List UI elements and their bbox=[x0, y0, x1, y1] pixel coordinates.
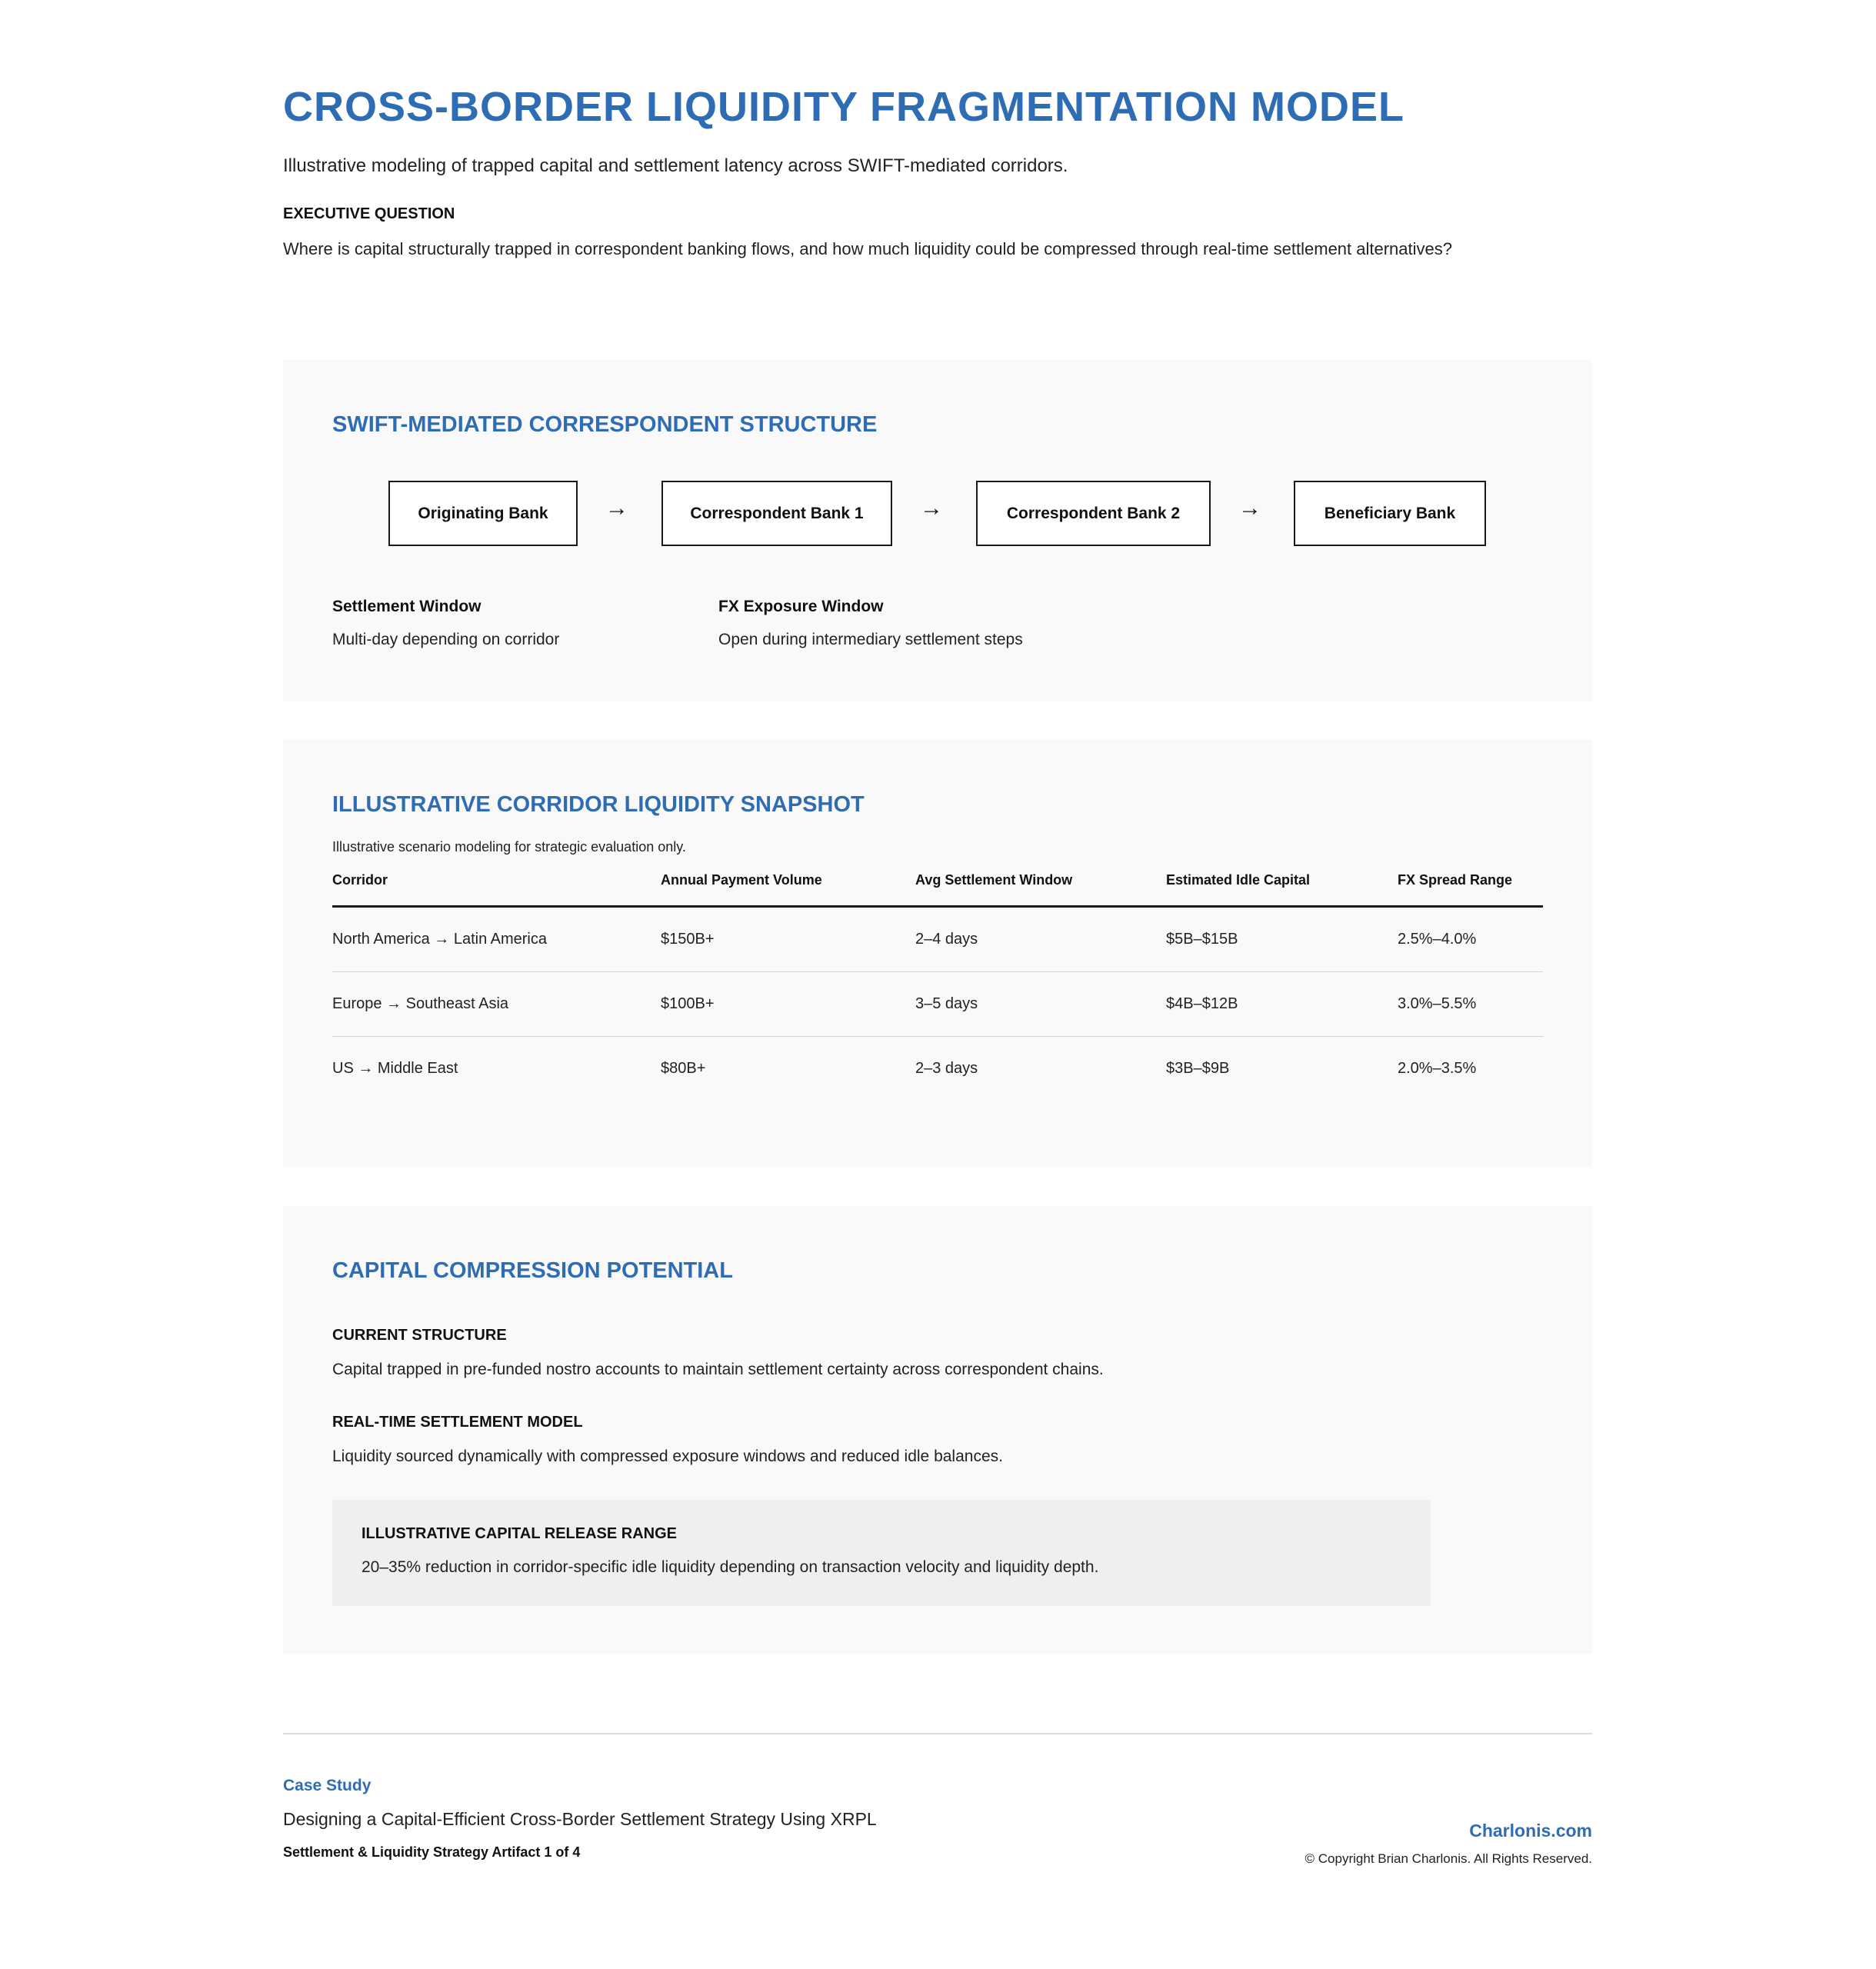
structure-card bbox=[283, 360, 1592, 701]
cell-annual-payment-volume: $100B+ bbox=[661, 995, 715, 1012]
table-header-row bbox=[332, 868, 1543, 908]
table-row bbox=[332, 908, 1543, 972]
realtime-settlement-label: REAL-TIME SETTLEMENT MODEL bbox=[332, 1414, 583, 1431]
footer-case-title: Designing a Capital-Efficient Cross-Border Settlement Strategy Using XRPL bbox=[283, 1809, 877, 1829]
cell-corridor: US → Middle East bbox=[332, 1060, 458, 1077]
column-header-fx-spread-range: FX Spread Range bbox=[1398, 872, 1513, 888]
realtime-settlement-text: Liquidity sourced dynamically with compressed exposure windows and reduced idle balances. bbox=[332, 1448, 1003, 1465]
page-title: CROSS-BORDER LIQUIDITY FRAGMENTATION MODEL bbox=[283, 84, 1405, 130]
column-header-annual-payment-volume: Annual Payment Volume bbox=[661, 872, 822, 888]
column-header-estimated-idle-capital: Estimated Idle Capital bbox=[1166, 872, 1311, 888]
capital-release-callout bbox=[332, 1500, 1431, 1606]
footer-copyright: © Copyright Brian Charlonis. All Rights Reserved. bbox=[1305, 1851, 1592, 1866]
footer-site-link[interactable]: Charlonis.com bbox=[1469, 1821, 1592, 1841]
cell-estimated-idle-capital: $3B–$9B bbox=[1166, 1060, 1230, 1077]
capital-release-text: 20–35% reduction in corridor-specific idle liquidity depending on transaction velocity and liquidity depth. bbox=[362, 1558, 1099, 1576]
settlement-window-text: Multi-day depending on corridor bbox=[332, 631, 560, 648]
table-row bbox=[332, 1037, 1543, 1101]
column-header-avg-settlement-window: Avg Settlement Window bbox=[915, 872, 1073, 888]
corridor-table bbox=[332, 868, 1543, 1101]
cell-fx-spread-range: 2.5%–4.0% bbox=[1398, 931, 1477, 948]
flow-arrow-icon: → bbox=[605, 495, 628, 521]
fx-exposure-window-text: Open during intermediary settlement steps bbox=[718, 631, 1023, 648]
flow-arrow-icon: → bbox=[920, 495, 943, 521]
cell-avg-settlement-window: 3–5 days bbox=[915, 995, 978, 1012]
cell-annual-payment-volume: $150B+ bbox=[661, 931, 715, 948]
cell-annual-payment-volume: $80B+ bbox=[661, 1060, 706, 1077]
flow-arrow-icon: → bbox=[1238, 495, 1261, 521]
flow-box-correspondent-bank-1: Correspondent Bank 1 bbox=[661, 481, 892, 546]
compression-card bbox=[283, 1206, 1592, 1654]
current-structure-label: CURRENT STRUCTURE bbox=[332, 1327, 507, 1344]
snapshot-card bbox=[283, 740, 1592, 1167]
footer-kicker: Case Study bbox=[283, 1777, 372, 1794]
page-subtitle: Illustrative modeling of trapped capital and settlement latency across SWIFT-mediated corridors. bbox=[283, 155, 1068, 176]
cell-estimated-idle-capital: $4B–$12B bbox=[1166, 995, 1238, 1012]
compression-title: CAPITAL COMPRESSION POTENTIAL bbox=[332, 1258, 733, 1283]
executive-question-text: Where is capital structurally trapped in correspondent banking flows, and how much liquidity could be compressed through real-time settlement alternatives? bbox=[283, 239, 1452, 258]
fx-exposure-window-label: FX Exposure Window bbox=[718, 598, 884, 615]
executive-question-label: EXECUTIVE QUESTION bbox=[283, 205, 455, 222]
cell-avg-settlement-window: 2–4 days bbox=[915, 931, 978, 948]
capital-release-label: ILLUSTRATIVE CAPITAL RELEASE RANGE bbox=[362, 1525, 678, 1542]
current-structure-text: Capital trapped in pre-funded nostro accounts to maintain settlement certainty across correspondent chains. bbox=[332, 1361, 1104, 1378]
cell-avg-settlement-window: 2–3 days bbox=[915, 1060, 978, 1077]
column-header-corridor: Corridor bbox=[332, 872, 388, 888]
snapshot-note: Illustrative scenario modeling for strategic evaluation only. bbox=[332, 839, 686, 855]
cell-estimated-idle-capital: $5B–$15B bbox=[1166, 931, 1238, 948]
cell-fx-spread-range: 2.0%–3.5% bbox=[1398, 1060, 1477, 1077]
cell-corridor: North America → Latin America bbox=[332, 931, 547, 948]
structure-title: SWIFT-MEDIATED CORRESPONDENT STRUCTURE bbox=[332, 412, 878, 437]
flow-box-correspondent-bank-2: Correspondent Bank 2 bbox=[976, 481, 1211, 546]
cell-corridor: Europe → Southeast Asia bbox=[332, 995, 509, 1012]
footer-artifact-label: Settlement & Liquidity Strategy Artifact 1 of 4 bbox=[283, 1844, 581, 1860]
cell-fx-spread-range: 3.0%–5.5% bbox=[1398, 995, 1477, 1012]
flow-box-beneficiary-bank: Beneficiary Bank bbox=[1294, 481, 1486, 546]
footer-divider bbox=[283, 1733, 1592, 1734]
flow-box-originating-bank: Originating Bank bbox=[388, 481, 578, 546]
table-row bbox=[332, 972, 1543, 1037]
snapshot-title: ILLUSTRATIVE CORRIDOR LIQUIDITY SNAPSHOT bbox=[332, 792, 865, 817]
settlement-window-label: Settlement Window bbox=[332, 598, 481, 615]
